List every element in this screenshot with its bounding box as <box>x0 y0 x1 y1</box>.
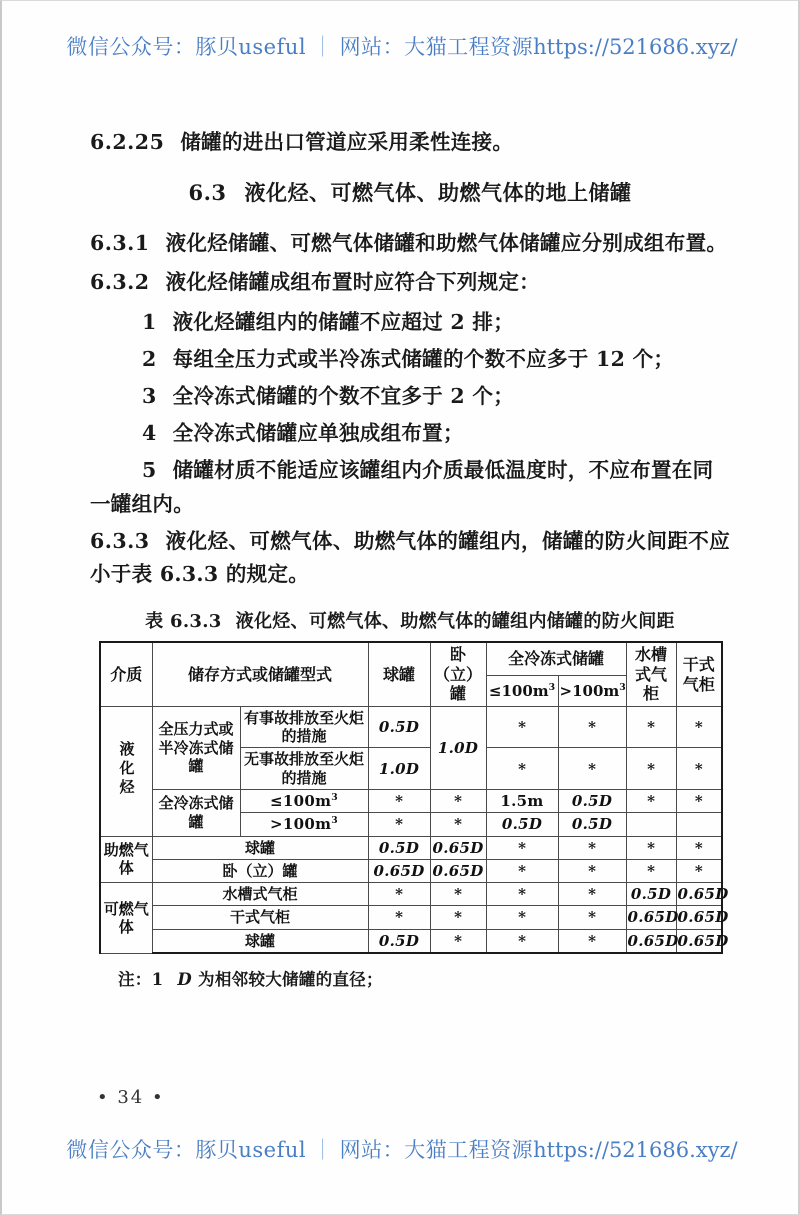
cell-fr-gt-value: * <box>558 748 626 790</box>
list-item-1-text: 液化烃罐组内的储罐不应超过 2 排； <box>172 309 515 334</box>
cell-water-value: * <box>626 748 676 790</box>
header-fr-gt-100-sup: 3 <box>619 681 626 693</box>
header-full-refrigerated: 全冷冻式储罐 <box>486 642 626 675</box>
cell-fr-le-value: * <box>486 748 558 790</box>
cell-fr-le-value: * <box>486 706 558 748</box>
watermark-bottom <box>2 1134 800 1164</box>
section-6-3-number: 6.3 <box>188 180 227 206</box>
cell-dry-value: 0.65D <box>676 906 722 929</box>
header-horizontal-vertical-tank: 卧（立）罐 <box>430 642 486 706</box>
cell-dry-value <box>676 813 722 836</box>
header-fr-gt-100 <box>558 675 626 706</box>
cell-hv-value: * <box>430 906 486 929</box>
list-item-1-number: 1 <box>142 309 157 334</box>
table-caption-text: 液化烃、可燃气体、助燃气体的罐组内储罐的防火间距 <box>235 611 675 633</box>
cell-storage-type: 干式气柜 <box>152 906 368 929</box>
list-item-4-text: 全冷冻式储罐应单独成组布置； <box>172 421 464 446</box>
cell-water-value: * <box>626 859 676 882</box>
cell-storage-type-sup: 3 <box>331 815 339 827</box>
cell-fr-gt-value: * <box>558 859 626 882</box>
header-fr-le-100 <box>486 675 558 706</box>
list-item-1 <box>90 306 730 339</box>
fire-distance-table <box>99 641 729 954</box>
cell-dry-value: 0.65D <box>676 929 722 953</box>
table-row <box>100 906 722 929</box>
table-note-symbol: D <box>177 970 192 990</box>
cell-subgroup-pressurized-semi-refrigerated: 全压力式或半冷冻式储罐 <box>152 706 240 789</box>
header-medium: 介质 <box>100 642 152 706</box>
cell-dry-value: * <box>676 706 722 748</box>
table-caption-number: 表 6.3.3 <box>145 611 222 633</box>
list-item-3-number: 3 <box>142 384 157 409</box>
cell-fr-le-value: * <box>486 929 558 953</box>
watermark-site-name: 大猫工程资源 <box>404 35 534 59</box>
list-item-4-number: 4 <box>142 421 157 446</box>
cell-medium-combustible-gas: 可燃气体 <box>100 883 152 953</box>
cell-medium-liquefied-hydrocarbon-text: 液化烃 <box>117 740 136 798</box>
table-row <box>100 789 722 812</box>
cell-storage-type <box>240 789 368 812</box>
cell-hv-value: * <box>430 789 486 812</box>
header-spherical-tank: 球罐 <box>368 642 430 706</box>
cell-storage-type: 无事故排放至火炬的措施 <box>240 748 368 790</box>
table-row <box>100 883 722 906</box>
list-item-2 <box>90 343 730 376</box>
header-dry-gas-holder: 干式气柜 <box>676 642 722 706</box>
cell-fr-le-value: 0.5D <box>486 813 558 836</box>
watermark-bottom-url: https://521686.xyz/ <box>533 1138 738 1162</box>
clause-6-3-3-number: 6.3.3 <box>90 528 150 553</box>
table-note-text: 为相邻较大储罐的直径； <box>198 970 383 990</box>
table-caption <box>90 607 730 633</box>
cell-storage-type: 水槽式气柜 <box>152 883 368 906</box>
list-item-5-number: 5 <box>142 458 157 483</box>
table-row <box>100 706 722 748</box>
cell-water-value: 0.65D <box>626 929 676 953</box>
list-item-2-number: 2 <box>142 346 157 371</box>
cell-spherical-value: 0.5D <box>368 929 430 953</box>
cell-spherical-value: 0.65D <box>368 859 430 882</box>
cell-fr-gt-value: * <box>558 883 626 906</box>
cell-hv-value: * <box>430 929 486 953</box>
table-note <box>90 966 730 990</box>
cell-hv-value: * <box>430 883 486 906</box>
clause-6-3-3 <box>90 525 730 591</box>
list-item-5-text: 储罐材质不能适应该罐组内介质最低温度时，不应布置在同一罐组内。 <box>90 458 714 516</box>
table-row <box>100 836 722 859</box>
cell-hv-value: 1.0D <box>430 706 486 789</box>
cell-fr-gt-value: * <box>558 836 626 859</box>
cell-fr-le-value: * <box>486 859 558 882</box>
watermark-account: 豚贝useful <box>195 35 307 59</box>
cell-medium-liquefied-hydrocarbon <box>100 706 152 836</box>
table-header-row-1 <box>100 642 722 675</box>
cell-hv-value: * <box>430 813 486 836</box>
watermark-bottom-separator: ｜ <box>312 1138 334 1162</box>
clause-6-3-3-text: 液化烃、可燃气体、助燃气体的罐组内，储罐的防火间距不应小于表 6.3.3 的规定。 <box>90 528 730 587</box>
watermark-url: https://521686.xyz/ <box>533 35 738 59</box>
clause-6-3-1-number: 6.3.1 <box>90 231 150 256</box>
cell-fr-gt-value: * <box>558 929 626 953</box>
cell-dry-value: * <box>676 859 722 882</box>
cell-hv-value: 0.65D <box>430 836 486 859</box>
page-number: • 34 • <box>97 1087 165 1108</box>
cell-storage-type <box>240 813 368 836</box>
cell-spherical-value: * <box>368 906 430 929</box>
watermark-prefix: 微信公众号： <box>66 35 196 59</box>
header-water-seal-gas-holder: 水槽式气柜 <box>626 642 676 706</box>
list-item-5 <box>90 454 730 520</box>
table-row <box>100 859 722 882</box>
cell-dry-value: * <box>676 789 722 812</box>
cell-fr-gt-value: 0.5D <box>558 789 626 812</box>
cell-fr-le-value: * <box>486 883 558 906</box>
table-note-label: 注：1 <box>118 970 164 990</box>
list-item-3 <box>90 380 730 413</box>
cell-spherical-value: 1.0D <box>368 748 430 790</box>
cell-spherical-value: 0.5D <box>368 706 430 748</box>
cell-fr-gt-value: * <box>558 906 626 929</box>
cell-dry-value: 0.65D <box>676 883 722 906</box>
clause-6-2-25-text: 储罐的进出口管道应采用柔性连接。 <box>180 130 514 154</box>
clause-6-2-25-number: 6.2.25 <box>90 130 165 154</box>
list-item-2-text: 每组全压力式或半冷冻式储罐的个数不应多于 12 个； <box>172 346 675 371</box>
header-fr-gt-100-text: >100m <box>559 681 620 700</box>
cell-water-value <box>626 813 676 836</box>
cell-storage-type: 有事故排放至火炬的措施 <box>240 706 368 748</box>
cell-spherical-value: * <box>368 813 430 836</box>
header-fr-le-100-sup: 3 <box>548 681 556 693</box>
cell-water-value: * <box>626 836 676 859</box>
cell-storage-type: 卧（立）罐 <box>152 859 368 882</box>
clause-6-3-1-text: 液化烃储罐、可燃气体储罐和助燃气体储罐应分别成组布置。 <box>165 231 728 256</box>
watermark-top <box>2 31 800 61</box>
cell-spherical-value: 0.5D <box>368 836 430 859</box>
cell-storage-type: 球罐 <box>152 836 368 859</box>
cell-spherical-value: * <box>368 883 430 906</box>
watermark-site-label: 网站： <box>339 35 405 59</box>
cell-water-value: 0.5D <box>626 883 676 906</box>
list-item-3-text: 全冷冻式储罐的个数不宜多于 2 个； <box>172 384 515 409</box>
watermark-bottom-prefix: 微信公众号： <box>66 1138 196 1162</box>
clause-6-3-1 <box>90 227 730 260</box>
cell-medium-combustion-supporting-gas: 助燃气体 <box>100 836 152 883</box>
cell-spherical-value: * <box>368 789 430 812</box>
section-heading-6-3 <box>90 177 730 207</box>
watermark-bottom-account: 豚贝useful <box>195 1138 307 1162</box>
cell-storage-type-text: ≤100m <box>269 791 332 810</box>
watermark-bottom-site-label: 网站： <box>339 1138 405 1162</box>
clause-6-3-2 <box>90 266 730 299</box>
table-row <box>100 929 722 953</box>
watermark-separator: ｜ <box>312 35 334 59</box>
clause-6-3-2-text: 液化烃储罐成组布置时应符合下列规定： <box>165 270 540 295</box>
cell-fr-gt-value: 0.5D <box>558 813 626 836</box>
cell-water-value: * <box>626 706 676 748</box>
cell-storage-type-sup: 3 <box>331 791 339 803</box>
header-storage-type: 储存方式或储罐型式 <box>152 642 368 706</box>
list-item-4 <box>90 417 730 450</box>
clause-6-2-25 <box>90 126 730 159</box>
cell-storage-type-text: >100m <box>269 815 332 834</box>
watermark-bottom-site-name: 大猫工程资源 <box>404 1138 534 1162</box>
fire-distance-table-wrapper <box>99 641 729 954</box>
cell-water-value: 0.65D <box>626 906 676 929</box>
cell-dry-value: * <box>676 748 722 790</box>
cell-hv-value: 0.65D <box>430 859 486 882</box>
cell-water-value: * <box>626 789 676 812</box>
cell-fr-le-value: * <box>486 836 558 859</box>
cell-dry-value: * <box>676 836 722 859</box>
cell-storage-type: 球罐 <box>152 929 368 953</box>
cell-fr-le-value: 1.5m <box>486 789 558 812</box>
cell-fr-gt-value: * <box>558 706 626 748</box>
section-6-3-title: 液化烃、可燃气体、助燃气体的地上储罐 <box>244 180 632 206</box>
header-fr-le-100-text: ≤100m <box>488 681 549 700</box>
document-content <box>90 126 730 990</box>
clause-6-3-2-number: 6.3.2 <box>90 270 150 295</box>
cell-fr-le-value: * <box>486 906 558 929</box>
cell-subgroup-full-refrigerated: 全冷冻式储罐 <box>152 789 240 836</box>
